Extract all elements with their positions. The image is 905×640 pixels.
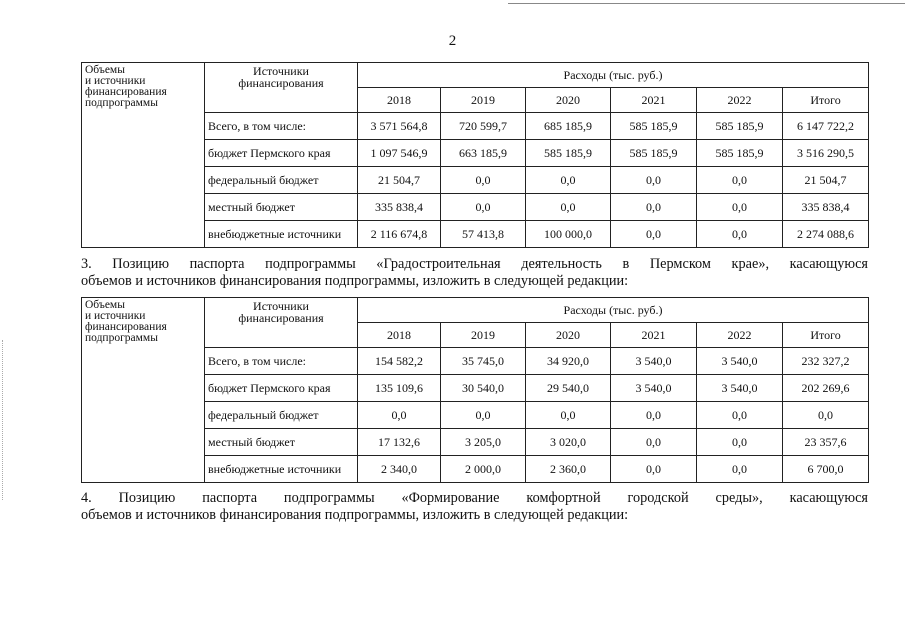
value-cell: 2 360,0	[526, 456, 611, 483]
year-header: 2018	[358, 88, 441, 113]
total-cell: 6 147 722,2	[783, 113, 869, 140]
sources-header: Источники финансирования	[205, 298, 358, 348]
year-header: 2021	[611, 88, 697, 113]
value-cell: 35 745,0	[441, 348, 526, 375]
value-cell: 0,0	[358, 402, 441, 429]
total-header: Итого	[783, 88, 869, 113]
value-cell: 2 340,0	[358, 456, 441, 483]
value-cell: 0,0	[526, 402, 611, 429]
value-cell: 3 205,0	[441, 429, 526, 456]
financing-table-1	[81, 62, 869, 248]
scan-top-rule	[508, 3, 905, 4]
value-cell: 3 540,0	[611, 348, 697, 375]
value-cell: 0,0	[697, 402, 783, 429]
financing-table-2	[81, 297, 869, 483]
value-cell: 663 185,9	[441, 140, 526, 167]
value-cell: 57 413,8	[441, 221, 526, 248]
paragraph-3-line-2: объемов и источников финансирования подпрограммы, изложить в следующей редакции:	[81, 273, 629, 289]
year-header: 2018	[358, 323, 441, 348]
paragraph-4	[81, 490, 868, 524]
value-cell: 0,0	[697, 456, 783, 483]
value-cell: 3 540,0	[697, 375, 783, 402]
value-cell: 585 185,9	[697, 140, 783, 167]
total-cell: 232 327,2	[783, 348, 869, 375]
value-cell: 0,0	[611, 221, 697, 248]
row-label: внебюджетные источники	[205, 221, 358, 248]
volumes-sources-cell: Объемы и источники финансирования подпрограммы	[82, 63, 205, 248]
value-cell: 30 540,0	[441, 375, 526, 402]
paragraph-3	[81, 256, 868, 290]
value-cell: 0,0	[611, 402, 697, 429]
value-cell: 0,0	[611, 194, 697, 221]
paragraph-4-line-1: 4. Позицию паспорта подпрограммы «Формирование комфортной городской среды», касающуюся	[81, 490, 868, 506]
value-cell: 0,0	[697, 429, 783, 456]
volumes-sources-cell: Объемы и источники финансирования подпрограммы	[82, 298, 205, 483]
value-cell: 2 116 674,8	[358, 221, 441, 248]
page-number: 2	[448, 33, 457, 49]
value-cell: 2 000,0	[441, 456, 526, 483]
value-cell: 3 540,0	[697, 348, 783, 375]
value-cell: 685 185,9	[526, 113, 611, 140]
total-cell: 2 274 088,6	[783, 221, 869, 248]
value-cell: 720 599,7	[441, 113, 526, 140]
sources-header: Источники финансирования	[205, 63, 358, 113]
value-cell: 335 838,4	[358, 194, 441, 221]
total-cell: 0,0	[783, 402, 869, 429]
row-label: местный бюджет	[205, 194, 358, 221]
year-header: 2022	[697, 88, 783, 113]
value-cell: 0,0	[441, 167, 526, 194]
value-cell: 0,0	[526, 167, 611, 194]
value-cell: 0,0	[611, 167, 697, 194]
value-cell: 100 000,0	[526, 221, 611, 248]
row-label: бюджет Пермского края	[205, 140, 358, 167]
value-cell: 135 109,6	[358, 375, 441, 402]
scan-left-edge	[2, 340, 3, 500]
year-header: 2020	[526, 88, 611, 113]
paragraph-4-line-2: объемов и источников финансирования подпрограммы, изложить в следующей редакции:	[81, 507, 629, 523]
year-header: 2019	[441, 88, 526, 113]
value-cell: 21 504,7	[358, 167, 441, 194]
value-cell: 0,0	[697, 194, 783, 221]
row-label: местный бюджет	[205, 429, 358, 456]
value-cell: 17 132,6	[358, 429, 441, 456]
total-cell: 23 357,6	[783, 429, 869, 456]
total-cell: 335 838,4	[783, 194, 869, 221]
value-cell: 0,0	[697, 167, 783, 194]
value-cell: 3 571 564,8	[358, 113, 441, 140]
row-label: бюджет Пермского края	[205, 375, 358, 402]
value-cell: 34 920,0	[526, 348, 611, 375]
total-cell: 21 504,7	[783, 167, 869, 194]
total-header: Итого	[783, 323, 869, 348]
expenses-header: Расходы (тыс. руб.)	[358, 298, 869, 323]
total-cell: 202 269,6	[783, 375, 869, 402]
total-cell: 6 700,0	[783, 456, 869, 483]
value-cell: 154 582,2	[358, 348, 441, 375]
year-header: 2020	[526, 323, 611, 348]
value-cell: 0,0	[611, 429, 697, 456]
row-label: Всего, в том числе:	[205, 348, 358, 375]
row-label: федеральный бюджет	[205, 402, 358, 429]
total-cell: 3 516 290,5	[783, 140, 869, 167]
paragraph-3-line-1: 3. Позицию паспорта подпрограммы «Градостроительная деятельность в Пермском крае», касающуюся	[81, 256, 868, 272]
value-cell: 29 540,0	[526, 375, 611, 402]
value-cell: 0,0	[526, 194, 611, 221]
row-label: внебюджетные источники	[205, 456, 358, 483]
row-label: Всего, в том числе:	[205, 113, 358, 140]
value-cell: 3 020,0	[526, 429, 611, 456]
expenses-header: Расходы (тыс. руб.)	[358, 63, 869, 88]
value-cell: 0,0	[441, 402, 526, 429]
value-cell: 585 185,9	[697, 113, 783, 140]
year-header: 2021	[611, 323, 697, 348]
value-cell: 0,0	[697, 221, 783, 248]
value-cell: 585 185,9	[526, 140, 611, 167]
value-cell: 585 185,9	[611, 113, 697, 140]
value-cell: 3 540,0	[611, 375, 697, 402]
value-cell: 0,0	[611, 456, 697, 483]
value-cell: 0,0	[441, 194, 526, 221]
year-header: 2019	[441, 323, 526, 348]
value-cell: 585 185,9	[611, 140, 697, 167]
row-label: федеральный бюджет	[205, 167, 358, 194]
year-header: 2022	[697, 323, 783, 348]
value-cell: 1 097 546,9	[358, 140, 441, 167]
